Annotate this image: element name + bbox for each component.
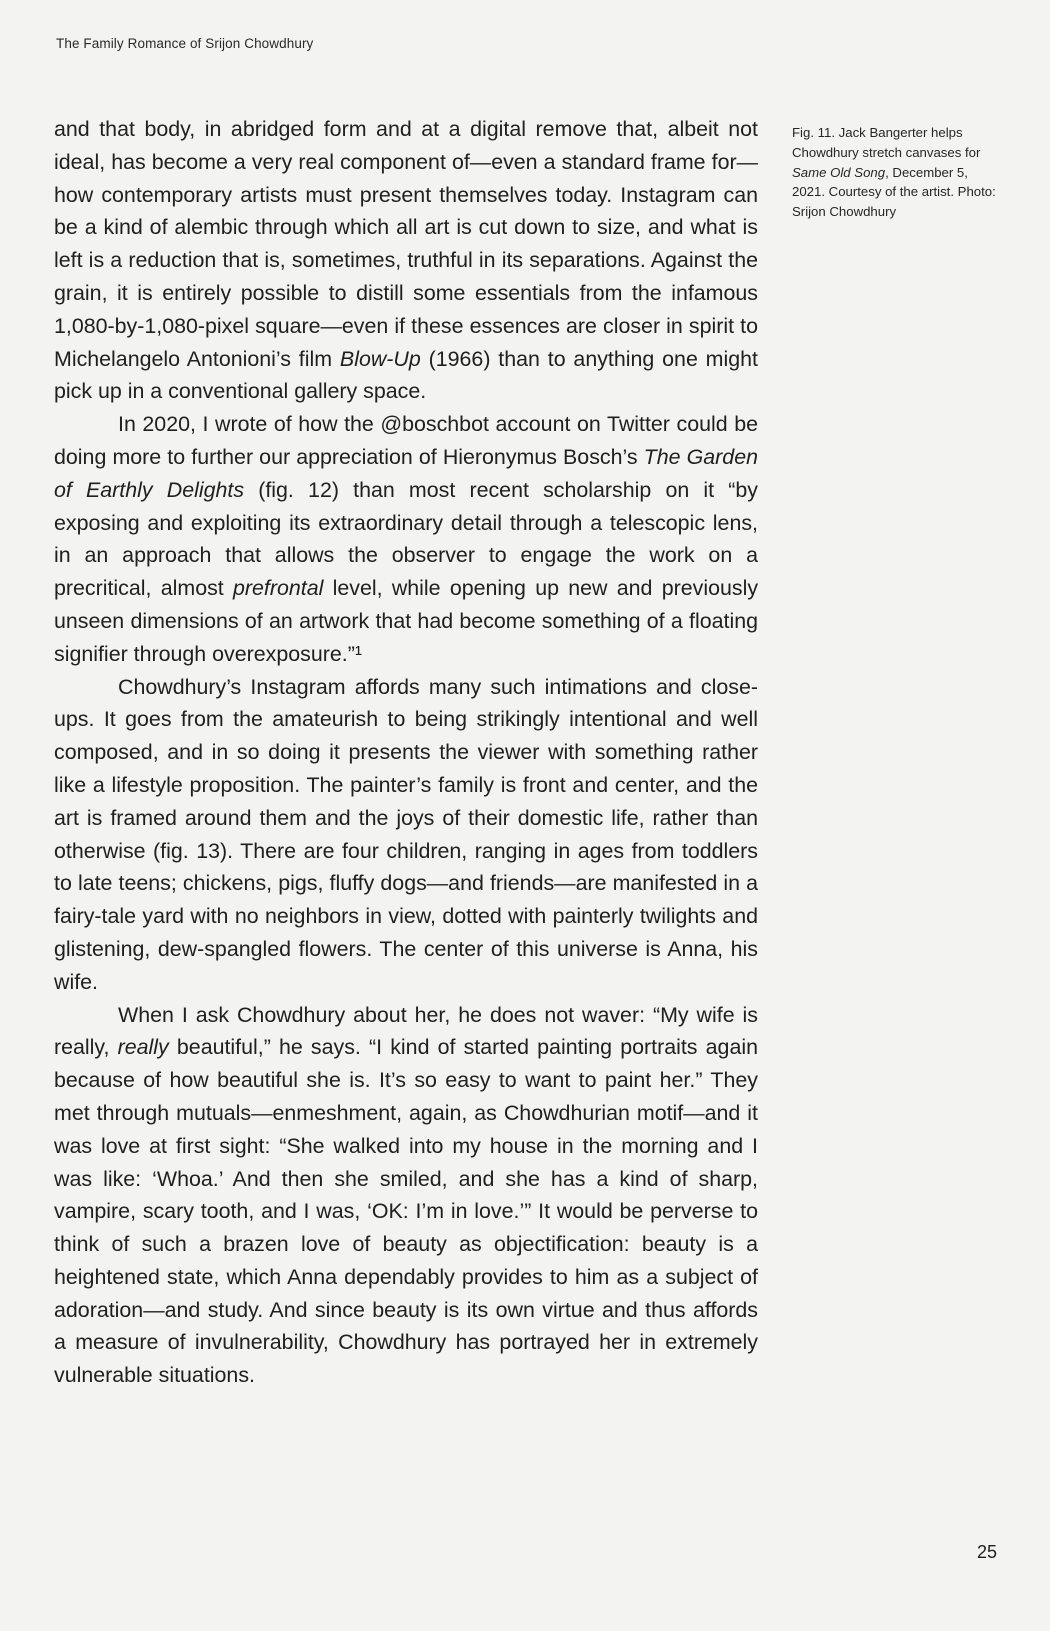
emphasis-really: really (117, 1035, 169, 1060)
film-title-blow-up: Blow-Up (339, 346, 421, 371)
paragraph-3 (54, 671, 758, 999)
emphasis-prefrontal: prefrontal (233, 576, 324, 601)
caption-text-before: Fig. 11. Jack Bangerter helps Chowdhury stretch canvases for (792, 125, 981, 160)
main-text-column (54, 113, 758, 1392)
artwork-title-garden: The Garden of Earthly Delights (54, 444, 758, 502)
page-number: 25 (977, 1542, 998, 1562)
caption-text-after: , December 5, 2021. Courtesy of the artist. Photo: Srijon Chowdhury (792, 164, 996, 220)
figure-caption (792, 123, 998, 222)
paragraph-1-text-c: (1966) than to anything one might pick up in a conventional gallery space. (54, 346, 758, 404)
paragraph-2-text-e: level, while opening up new and previously unseen dimensions of an artwork that had become something of a floating signifier through overexposure.”¹ (54, 576, 759, 666)
paragraph-1-text-a: and that body, in abridged form and at a digital remove that, albeit not ideal, has become a very real component of—even a standard frame for—how contemporary artists must present themselves today. Instagram can be a kind of alembic through which all art is cut down to size, and what is left is a reduction that is, sometimes, truthful in its separations. Against the grain, it is entirely possible to distill some essentials from the infamous 1,080-by-1,080-pixel square—even if these essences are closer in spirit to Michelangelo Antonioni’s film (54, 117, 758, 371)
paragraph-2-text-a: In 2020, I wrote of how the @boschbot account on Twitter could be doing more to further our appreciation of Hieronymus Bosch’s (54, 412, 758, 469)
paragraph-4-text-c: beautiful,” he says. “I kind of started painting portraits again because of how beautiful she is. It’s so easy to want to paint her.” They met through mutuals—enmeshment, again, as Chowdhurian motif—and it was love at first sight: “She walked into my house in the morning and I was like: ‘Whoa.’ And then she smiled, and she has a kind of sharp, vampire, scary tooth, and I was, ‘OK: I’m in love.’” It would be perverse to think of such a brazen love of beauty as objectification: beauty is a heightened state, which Anna dependably provides to him as a subject of adoration—and study. And since beauty is its own virtue and thus affords a measure of invulnerability, Chowdhury has portrayed her in extremely vulnerable situations. (54, 1035, 758, 1388)
running-head: The Family Romance of Srijon Chowdhury (56, 36, 314, 51)
paragraph-4-text-a: When I ask Chowdhury about her, he does not waver: “My wife is really, (54, 1002, 758, 1060)
paragraph-4 (54, 999, 758, 1393)
caption-artwork-title: Same Old Song (792, 164, 886, 180)
paragraph-2 (54, 408, 758, 670)
paragraph-1 (54, 113, 758, 408)
paragraph-3-text: Chowdhury’s Instagram affords many such intimations and close-ups. It goes from the amateurish to being strikingly intentional and well composed, and in so doing it presents the viewer with something rather like a lifestyle proposition. The painter’s family is front and center, and the art is framed around them and the joys of their domestic life, rather than otherwise (fig. 13). There are four children, ranging in ages from toddlers to late teens; chickens, pigs, fluffy dogs—and friends—are manifested in a fairy-tale yard with no neighbors in view, dotted with painterly twilights and glistening, dew-spangled flowers. The center of this universe is Anna, his wife. (54, 674, 758, 994)
paragraph-2-text-c: (fig. 12) than most recent scholarship on it “by exposing and exploiting its extraordinary detail through a telescopic lens, in an approach that allows the observer to engage the work on a precritical, almost (54, 477, 758, 601)
